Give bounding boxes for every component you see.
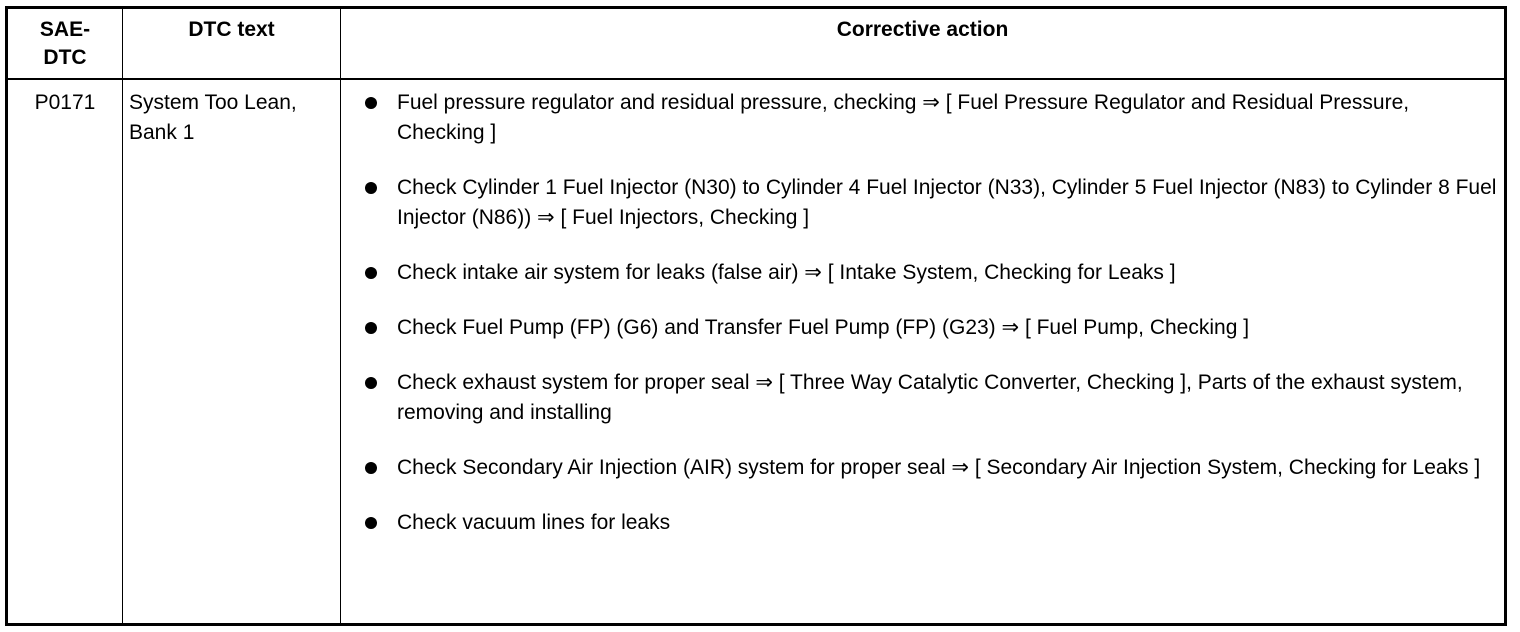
action-item — [341, 258, 1504, 288]
cell-dtc-text — [129, 88, 334, 148]
bullet-icon — [365, 267, 377, 279]
bullet-icon — [365, 97, 377, 109]
action-text: Check Cylinder 1 Fuel Injector (N30) to Cylinder 4 Fuel Injector (N33), Cylinder 5 Fuel Injector (N83) to Cylinder 8 Fuel Injector (N86)) ⇒ [ Fuel Injectors, Checking ] — [397, 176, 1497, 229]
header-corrective-action — [341, 16, 1504, 44]
dtc-description: System Too Lean, Bank 1 — [129, 91, 297, 144]
header-dtc-text — [123, 16, 340, 44]
action-text: Check Secondary Air Injection (AIR) system for proper seal ⇒ [ Secondary Air Injection System, Checking for Leaks ] — [397, 456, 1481, 479]
action-item — [341, 508, 1504, 538]
dtc-code: P0171 — [34, 91, 96, 114]
action-item — [341, 453, 1504, 483]
header-sae-dtc — [8, 16, 122, 72]
action-text: Check intake air system for leaks (false air) ⇒ [ Intake System, Checking for Leaks ] — [397, 261, 1176, 284]
cell-dtc-code — [8, 88, 122, 118]
action-item — [341, 368, 1504, 428]
bullet-icon — [365, 517, 377, 529]
bullet-icon — [365, 462, 377, 474]
action-text: Check Fuel Pump (FP) (G6) and Transfer Fuel Pump (FP) (G23) ⇒ [ Fuel Pump, Checking ] — [397, 316, 1250, 339]
action-text: Fuel pressure regulator and residual pressure, checking ⇒ [ Fuel Pressure Regulator and Residual Pressure, Checking ] — [397, 91, 1410, 144]
dtc-table — [5, 6, 1507, 626]
header-corrective-action-label: Corrective action — [836, 18, 1009, 41]
action-item — [341, 173, 1504, 233]
corrective-action-list — [341, 88, 1504, 563]
header-divider — [8, 78, 1504, 80]
header-sae-dtc-label: SAE- DTC — [39, 18, 91, 69]
action-text: Check exhaust system for proper seal ⇒ [ Three Way Catalytic Converter, Checking ], Parts of the exhaust system, removing and installing — [397, 371, 1463, 424]
action-item — [341, 88, 1504, 148]
column-divider-1 — [122, 9, 123, 623]
header-dtc-text-label: DTC text — [188, 18, 275, 41]
action-text: Check vacuum lines for leaks — [397, 511, 671, 534]
bullet-icon — [365, 377, 377, 389]
bullet-icon — [365, 322, 377, 334]
bullet-icon — [365, 182, 377, 194]
action-item — [341, 313, 1504, 343]
